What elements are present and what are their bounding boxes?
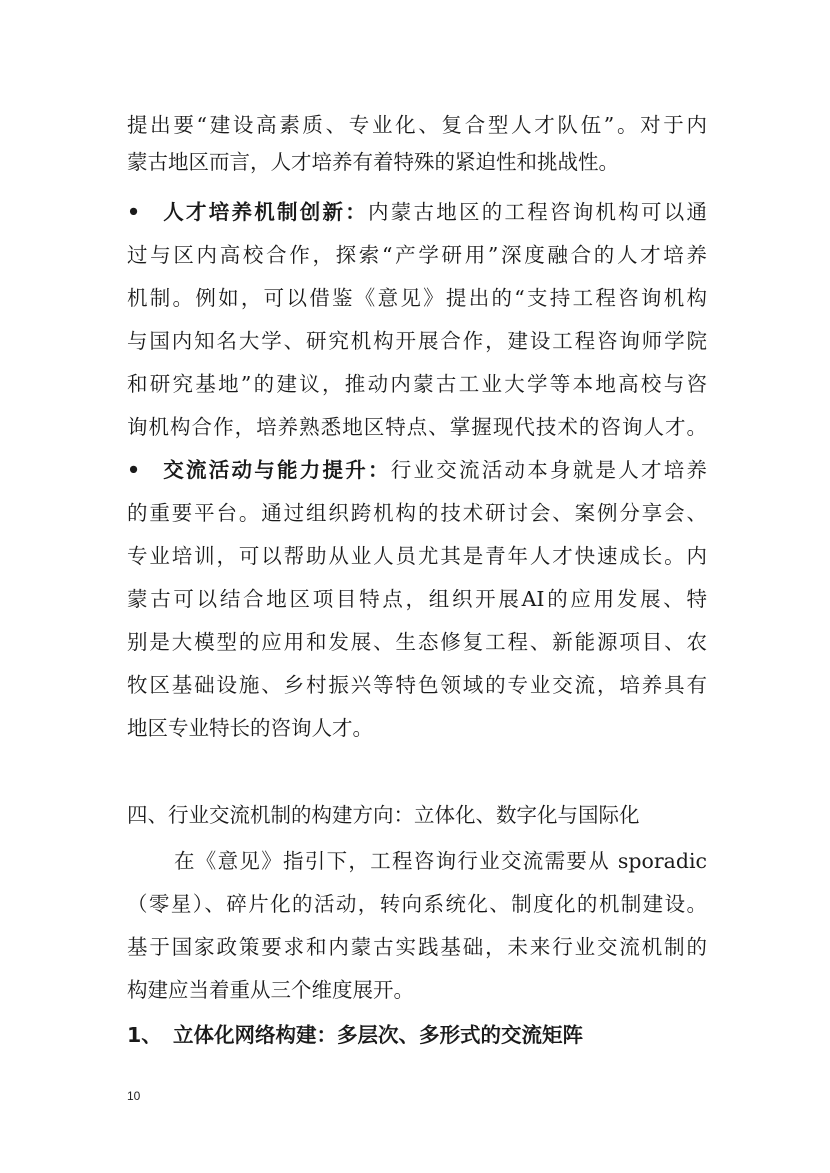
bullet-marker: •	[127, 458, 141, 482]
bullet-2-line-5: 别是大模型的应用和发展、生态修复工程、新能源项目、农	[127, 630, 707, 654]
section-4-heading: 四、行业交流机制的构建方向：立体化、数字化与国际化	[127, 803, 640, 827]
bullet-1-line-3: 机制。例如，可以借鉴《意见》提出的“支持工程咨询机构	[127, 286, 707, 310]
bullet-marker: •	[127, 200, 141, 224]
section-4-line-3: 基于国家政策要求和内蒙古实践基础，未来行业交流机制的	[127, 935, 707, 959]
section-4-line-1: 在《意见》指引下，工程咨询行业交流需要从 sporadic	[174, 849, 707, 873]
intro-line-2: 蒙古地区而言，人才培养有着特殊的紧迫性和挑战性。	[127, 150, 619, 174]
section-4-line-2: （零星）、碎片化的活动，转向系统化、制度化的机制建设。	[127, 892, 707, 916]
bullet-1-line-2: 过与区内高校合作，探索“产学研用”深度融合的人才培养	[127, 243, 707, 267]
bullet-2-title: 交流活动与能力提升：	[161, 458, 391, 482]
subsection-1-heading	[127, 1020, 583, 1050]
subsection-1-number: 1、	[127, 1023, 162, 1047]
bullet-1-line-5: 和研究基地”的建议，推动内蒙古工业大学等本地高校与咨	[127, 372, 707, 396]
bullet-2-line-6: 牧区基础设施、乡村振兴等特色领域的专业交流，培养具有	[127, 673, 707, 697]
bullet-1-title: 人才培养机制创新：	[161, 200, 368, 224]
bullet-2-first-line	[127, 455, 707, 485]
bullet-2-line-2: 的重要平台。通过组织跨机构的技术研讨会、案例分享会、	[127, 501, 707, 525]
bullet-2-line-3: 专业培训，可以帮助从业人员尤其是青年人才快速成长。内	[127, 544, 707, 568]
bullet-1-line-4: 与国内知名大学、研究机构开展合作，建设工程咨询师学院	[127, 329, 707, 353]
bullet-1-first-line-text: 内蒙古地区的工程咨询机构可以通	[368, 200, 707, 224]
bullet-2-line-4: 蒙古可以结合地区项目特点，组织开展AI的应用发展、特	[127, 587, 707, 611]
bullet-1-line-6: 询机构合作，培养熟悉地区特点、掌握现代技术的咨询人才。	[127, 415, 707, 439]
bullet-1-first-line	[127, 197, 707, 227]
page-number: 10	[127, 1089, 141, 1103]
bullet-2-first-line-text: 行业交流活动本身就是人才培养	[390, 458, 707, 482]
bullet-2-line-7: 地区专业特长的咨询人才。	[127, 716, 373, 740]
intro-line-1: 提出要“建设高素质、专业化、复合型人才队伍”。对于内	[127, 113, 707, 137]
section-4-line-4: 构建应当着重从三个维度展开。	[127, 978, 414, 1002]
subsection-1-title: 立体化网络构建：多层次、多形式的交流矩阵	[173, 1023, 583, 1047]
